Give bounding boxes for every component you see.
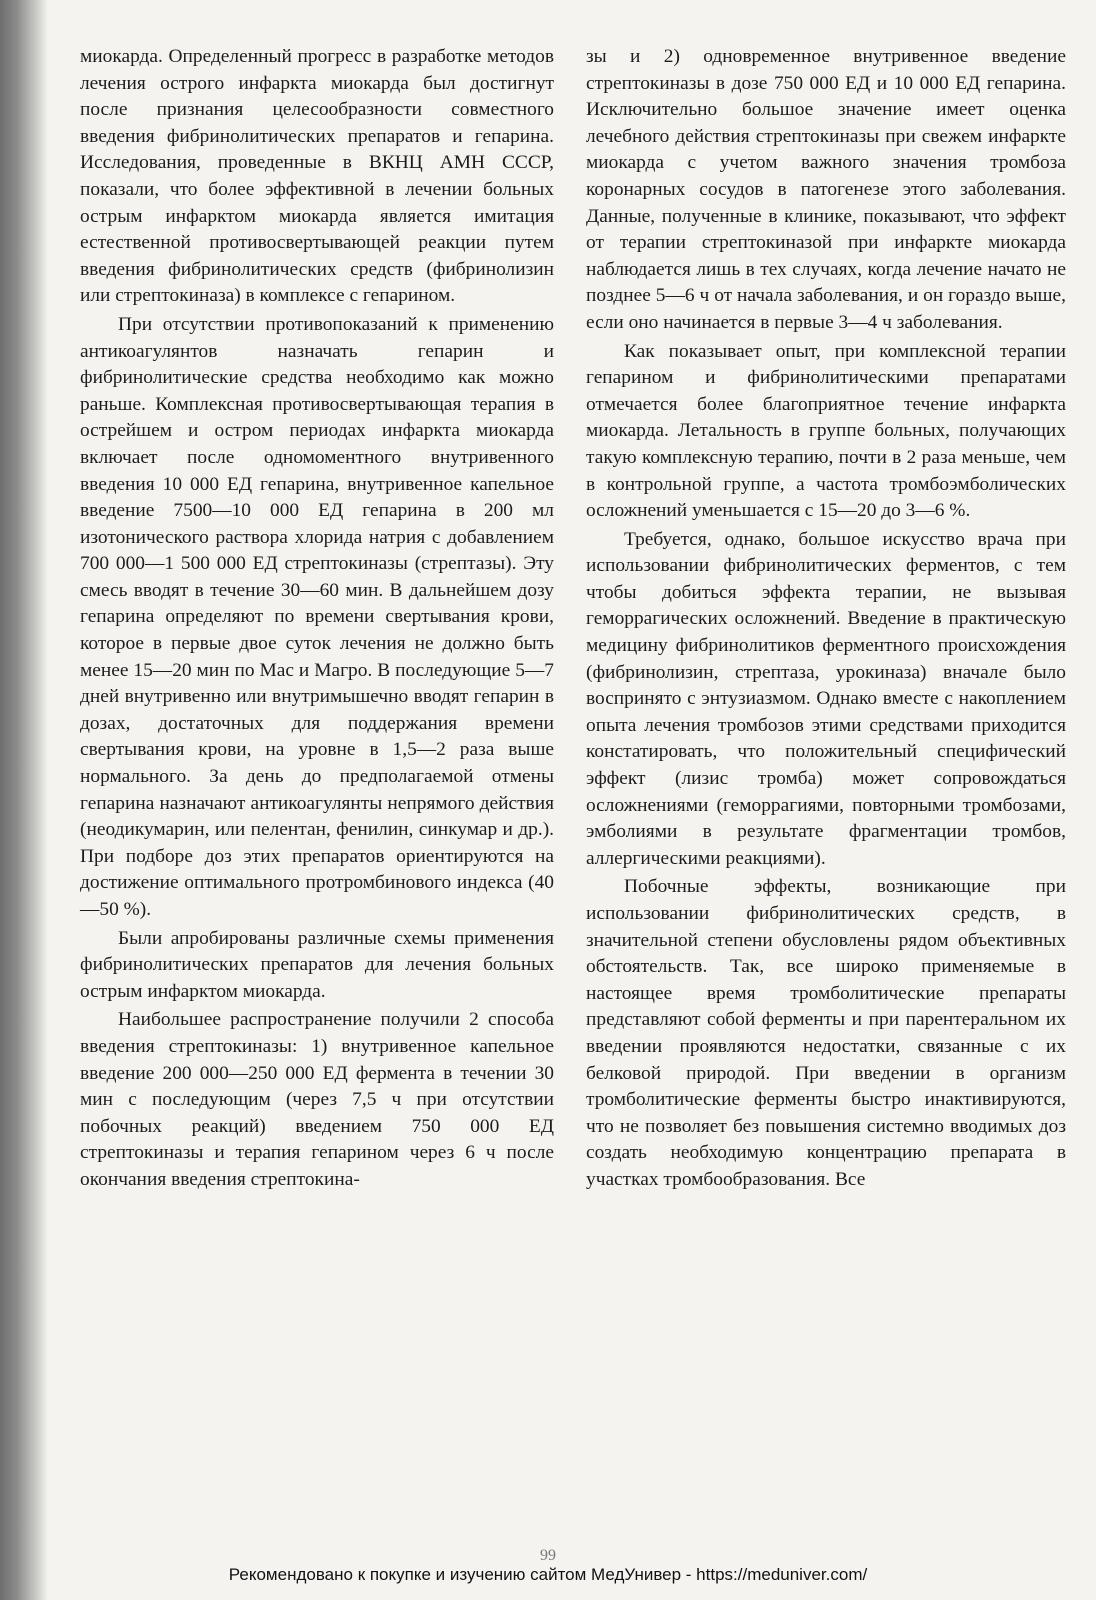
paragraph: миокарда. Определенный прогресс в разработке методов лечения острого инфаркта миокарда был достигнут после признания целесообразности совместного введения фибринолитических препаратов и гепарина. Исследования, проведенные в ВКНЦ АМН СССР, показали, что более эффективной в лечении больных острым инфарктом миокарда является имитация естественной противосвертывающей реакции путем введения фибринолитических средств (фибринолизин или стрептокиназа) в комплексе с гепарином. [80,46,554,307]
paragraph: Требуется, однако, большое искусство врача при использовании фибринолитических ферментов, с тем чтобы добиться эффекта терапии, не вызывая геморрагических осложнений. Введение в практическую медицину фибринолитиков ферментного происхождения (фибринолизин, стрептаза, урокиназа) вначале было воспринято с энтузиазмом. Однако вместе с накоплением опыта лечения тромбозов этими средствами приходится констатировать, что положительный специфический эффект (лизис тромба) может сопровождаться осложнениями (геморрагиями, повторными тромбозами, эмболиями в результате фрагментации тромбов, аллергическими реакциями). [586,528,1066,869]
paragraph: Как показывает опыт, при комплексной терапии гепарином и фибринолитическими препаратами отмечается более благоприятное течение инфаркта миокарда. Летальность в группе больных, получающих такую комплексную терапию, почти в 2 раза меньше, чем в контрольной группе, а частота тромбоэмболических осложнений уменьшается с 15—20 до 3—6 %. [586,340,1066,522]
left-text-column [80,44,554,1194]
paragraph: Были апробированы различные схемы применения фибринолитических препаратов для лечения больных острым инфарктом миокарда. [80,927,554,1002]
paragraph: Наибольшее распространение получили 2 способа введения стрептокиназы: 1) внутривенное капельное введение 200 000—250 000 ЕД фермента в течении 30 мин с последующим (через 7,5 ч при отсутствии побочных реакций) введением 750 000 ЕД стрептокиназы и терапия гепарином через 6 ч после окончания введения стрептокина- [80,1009,554,1190]
scan-shadow-edge [0,0,48,1600]
footer-recommendation [0,1565,1096,1585]
paragraph: зы и 2) одновременное внутривенное введение стрептокиназы в дозе 750 000 ЕД и 10 000 ЕД гепарина. Исключительно большое значение имеет оценка лечебного действия стрептокиназы при свежем инфаркте миокарда с учетом важного значения тромбоза коронарных сосудов в патогенезе этого заболевания. Данные, полученные в клинике, показывают, что эффект от терапии стрептокиназой при инфаркте миокарда наблюдается лишь в тех случаях, когда лечение начато не позднее 5—6 ч от начала заболевания, и он гораздо выше, если оно начинается в первые 3—4 ч заболевания. [586,46,1066,333]
footer-link[interactable]: Рекомендовано к покупке и изучению сайтом МедУнивер - https://meduniver.com/ [228,1565,868,1584]
paragraph: Побочные эффекты, возникающие при использовании фибринолитических средств, в значительной степени обусловлены рядом объективных обстоятельств. Так, все широко применяемые в настоящее время тромболитические препараты представляют собой ферменты и при парентеральном их введении проявляются недостатки, связанные с их белковой природой. При введении в организм тромболитические ферменты быстро инактивируются, что не позволяет без повышения системно вводимых доз создать необходимую концентрацию препарата в участках тромбообразования. Все [586,876,1066,1190]
paragraph: При отсутствии противопоказаний к применению антикоагулянтов назначать гепарин и фибринолитические средства необходимо как можно раньше. Комплексная противосвертывающая терапия в острейшем и остром периодах инфаркта миокарда включает после одномоментного внутривенного введения 10 000 ЕД гепарина, внутривенное капельное введение 7500—10 000 ЕД гепарина в 200 мл изотонического раствора хлорида натрия с добавлением 700 000—1 500 000 ЕД стрептокиназы (стрептазы). Эту смесь вводят в течение 30—60 мин. В дальнейшем дозу гепарина определяют по времени свертывания крови, которое в первые двое суток лечения не должно быть менее 15—20 мин по Мас и Магро. В последующие 5—7 дней внутривенно или внутримышечно вводят гепарин в дозах, достаточных для поддержания времени свертывания крови, на уровне в 1,5—2 раза выше нормального. За день до предполагаемой отмены гепарина назначают антикоагулянты непрямого действия (неодикумарин, или пелентан, фенилин, синкумар и др.). При подборе доз этих препаратов ориентируются на достижение оптимального протромбинового индекса (40—50 %). [80,313,554,920]
right-text-column [586,44,1066,1194]
page-number: 99 [540,1547,556,1564]
